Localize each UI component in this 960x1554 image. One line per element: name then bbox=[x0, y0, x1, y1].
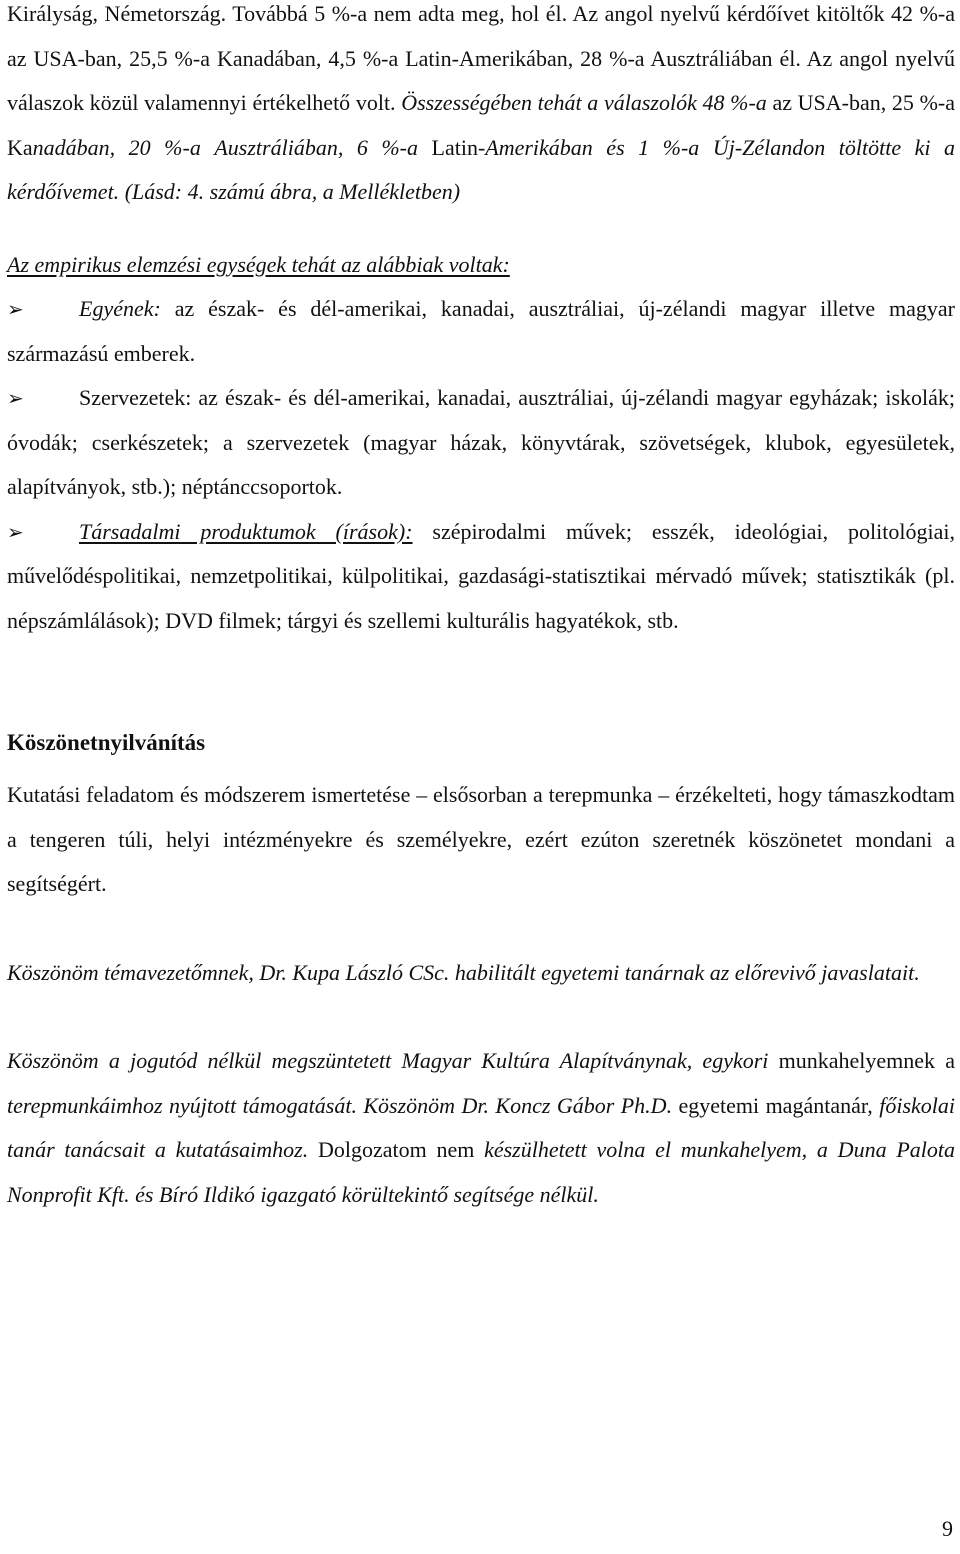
bullet-products bbox=[7, 510, 955, 644]
bullet-label: Egyének: bbox=[79, 296, 161, 321]
intro-line-2: kitöltők 42 %-a az USA-ban, 25,5 %-a Kanadában, 4,5 %-a Latin-Amerikában, 28 %-a bbox=[7, 1, 955, 71]
document-page bbox=[7, 0, 955, 1217]
bullet-individuals bbox=[7, 287, 955, 376]
bullet-organizations bbox=[7, 376, 955, 510]
units-heading: Az empirikus elemzési egységek tehát az alábbiak voltak: bbox=[7, 251, 510, 277]
intro-paragraph bbox=[7, 0, 955, 215]
bullet-label: Szervezetek: bbox=[79, 385, 192, 410]
intro-line-5b: Latin- bbox=[418, 134, 486, 160]
intro-line-1: Királyság, Németország. Továbbá 5 %-a nem adta meg, hol él. Az angol nyelvű kérdőívet bbox=[7, 1, 810, 26]
bullet-text: az észak- és dél-amerikai, kanadai, ausztráliai, új-zélandi magyar illetve magyar származású emberek. bbox=[7, 296, 955, 366]
intro-line-3: Ausztráliában él. Az angol nyelvű válaszok közül valamennyi értékelhető volt. bbox=[7, 45, 955, 115]
intro-line-6: (Lásd: 4. számú ábra, a Mellékletben) bbox=[124, 179, 461, 204]
ack-paragraph-3: Köszönöm a jogutód nélkül megszüntetett Magyar Kultúra Alapítványnak, egykori munkahelyemnek a terepmunkáimhoz nyújtott támogatását. Köszönöm Dr. Koncz Gábor Ph.D. egyetemi magántanár, főiskolai tanár tanácsait a kutatásaimhoz. Dolgozatom nem készülhetett volna el munkahelyem, a Duna Palota Nonprofit Kft. és Bíró Ildikó igazgató körültekintő segítsége nélkül. bbox=[7, 1048, 956, 1207]
intro-line-4c: nadában, 20 %-a bbox=[32, 134, 201, 160]
arrow-bullet-icon: ➢ bbox=[7, 519, 24, 544]
bullet-text: szépirodalmi művek; esszék, ideológiai, politológiai, művelődéspolitikai, nemzetpolitikai, külpolitikai, gazdasági-statisztikai mérvadó művek; statisztikák (pl. népszámlálások); DVD filmek; tárgyi és szellemi kulturális hagyatékok, stb. bbox=[7, 518, 955, 633]
intro-line-5c: Amerikában és 1 %-a Új-Zélandon töltötte ki a kérdőívemet. bbox=[7, 134, 955, 204]
bullet-text: az észak- és dél-amerikai, kanadai, ausztráliai, új-zélandi magyar egyházak; iskolák; óvodák; cserkészetek; a szervezetek (magyar házak, könyvtárak, szövetségek, klubok, egyesületek, alapítványok, stb.); néptánccsoportok. bbox=[7, 385, 955, 499]
arrow-bullet-icon: ➢ bbox=[7, 386, 24, 410]
section-title: Köszönetnyilvánítás bbox=[7, 730, 206, 755]
intro-line-4a: Összességében tehát a válaszolók 48 %-a bbox=[401, 90, 767, 115]
page-number: 9 bbox=[942, 1516, 953, 1541]
bullet-label: Társadalmi produktumok (írások): bbox=[79, 518, 413, 544]
intro-line-4b: az USA-ban, 25 %-a Ka bbox=[7, 90, 955, 160]
ack-paragraph-1: Kutatási feladatom és módszerem ismertetése – elsősorban a terepmunka – érzékelteti, hogy támaszkodtam a tengeren túli, helyi intézményekre és személyekre, ezért ezúton szeretnék köszönetet mondani a segítségért. bbox=[7, 782, 955, 896]
arrow-bullet-icon: ➢ bbox=[7, 297, 24, 321]
ack-paragraph-2: Köszönöm témavezetőmnek, Dr. Kupa László CSc. habilitált egyetemi tanárnak az előrevivő javaslatait. bbox=[7, 959, 920, 985]
intro-line-5a: Ausztráliában, 6 %-a bbox=[214, 134, 418, 160]
